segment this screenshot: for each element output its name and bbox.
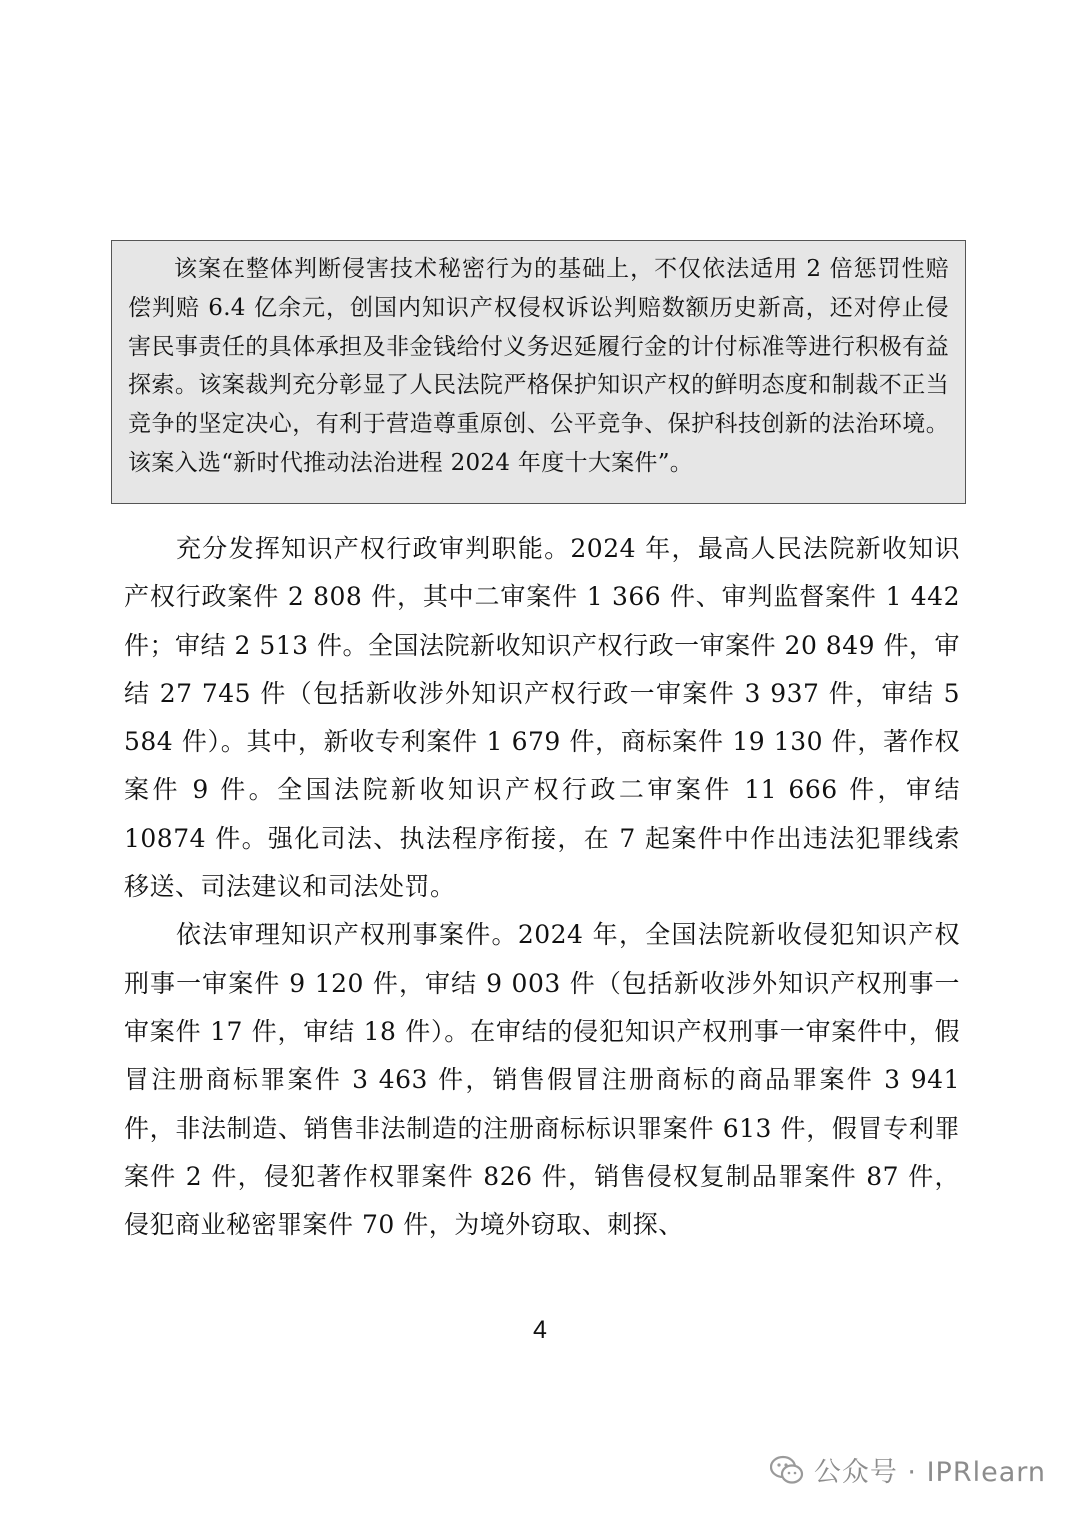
document-body [124,525,960,1249]
highlight-box [111,240,966,504]
watermark-text: 公众号 · IPRlearn [813,1457,1046,1488]
paragraph-criminal: 依法审理知识产权刑事案件。2024 年，全国法院新收侵犯知识产权刑事一审案件 9 120 件，审结 9 003 件（包括新收涉外知识产权刑事一审案件 17 件，审结 18 件）。在审结的侵犯知识产权刑事一审案件中，假冒注册商标罪案件 3 463 件，销售假冒注册商标的商品罪案件 3 941 件，非法制造、销售非法制造的注册商标标识罪案件 613 件，假冒专利罪案件 2 件，侵犯著作权罪案件 826 件，销售侵权复制品罪案件 87 件，侵犯商业秘密罪案件 70 件，为境外窃取、刺探、 [124,920,960,1240]
wechat-icon [770,1455,804,1485]
watermark [770,1450,1046,1489]
page-number: 4 [533,1316,547,1344]
highlight-box-text: 该案在整体判断侵害技术秘密行为的基础上，不仅依法适用 2 倍惩罚性赔偿判赔 6.4 亿余元，创国内知识产权侵权诉讼判赔数额历史新高，还对停止侵害民事责任的具体承担及非金钱给付义务迟延履行金的计付标准等进行积极有益探索。该案裁判充分彰显了人民法院严格保护知识产权的鲜明态度和制裁不正当竞争的坚定决心，有利于营造尊重原创、公平竞争、保护科技创新的法治环境。该案入选“新时代推动法治进程 2024 年度十大案件”。 [128,256,949,476]
paragraph-administrative: 充分发挥知识产权行政审判职能。2024 年，最高人民法院新收知识产权行政案件 2 808 件，其中二审案件 1 366 件、审判监督案件 1 442 件；审结 2 513 件。全国法院新收知识产权行政一审案件 20 849 件，审结 27 745 件（包括新收涉外知识产权行政一审案件 3 937 件，审结 5 584 件）。其中，新收专利案件 1 679 件，商标案件 19 130 件，著作权案件 9 件。全国法院新收知识产权行政二审案件 11 666 件，审结 10874 件。强化司法、执法程序衔接，在 7 起案件中作出违法犯罪线索移送、司法建议和司法处罚。 [124,534,960,902]
